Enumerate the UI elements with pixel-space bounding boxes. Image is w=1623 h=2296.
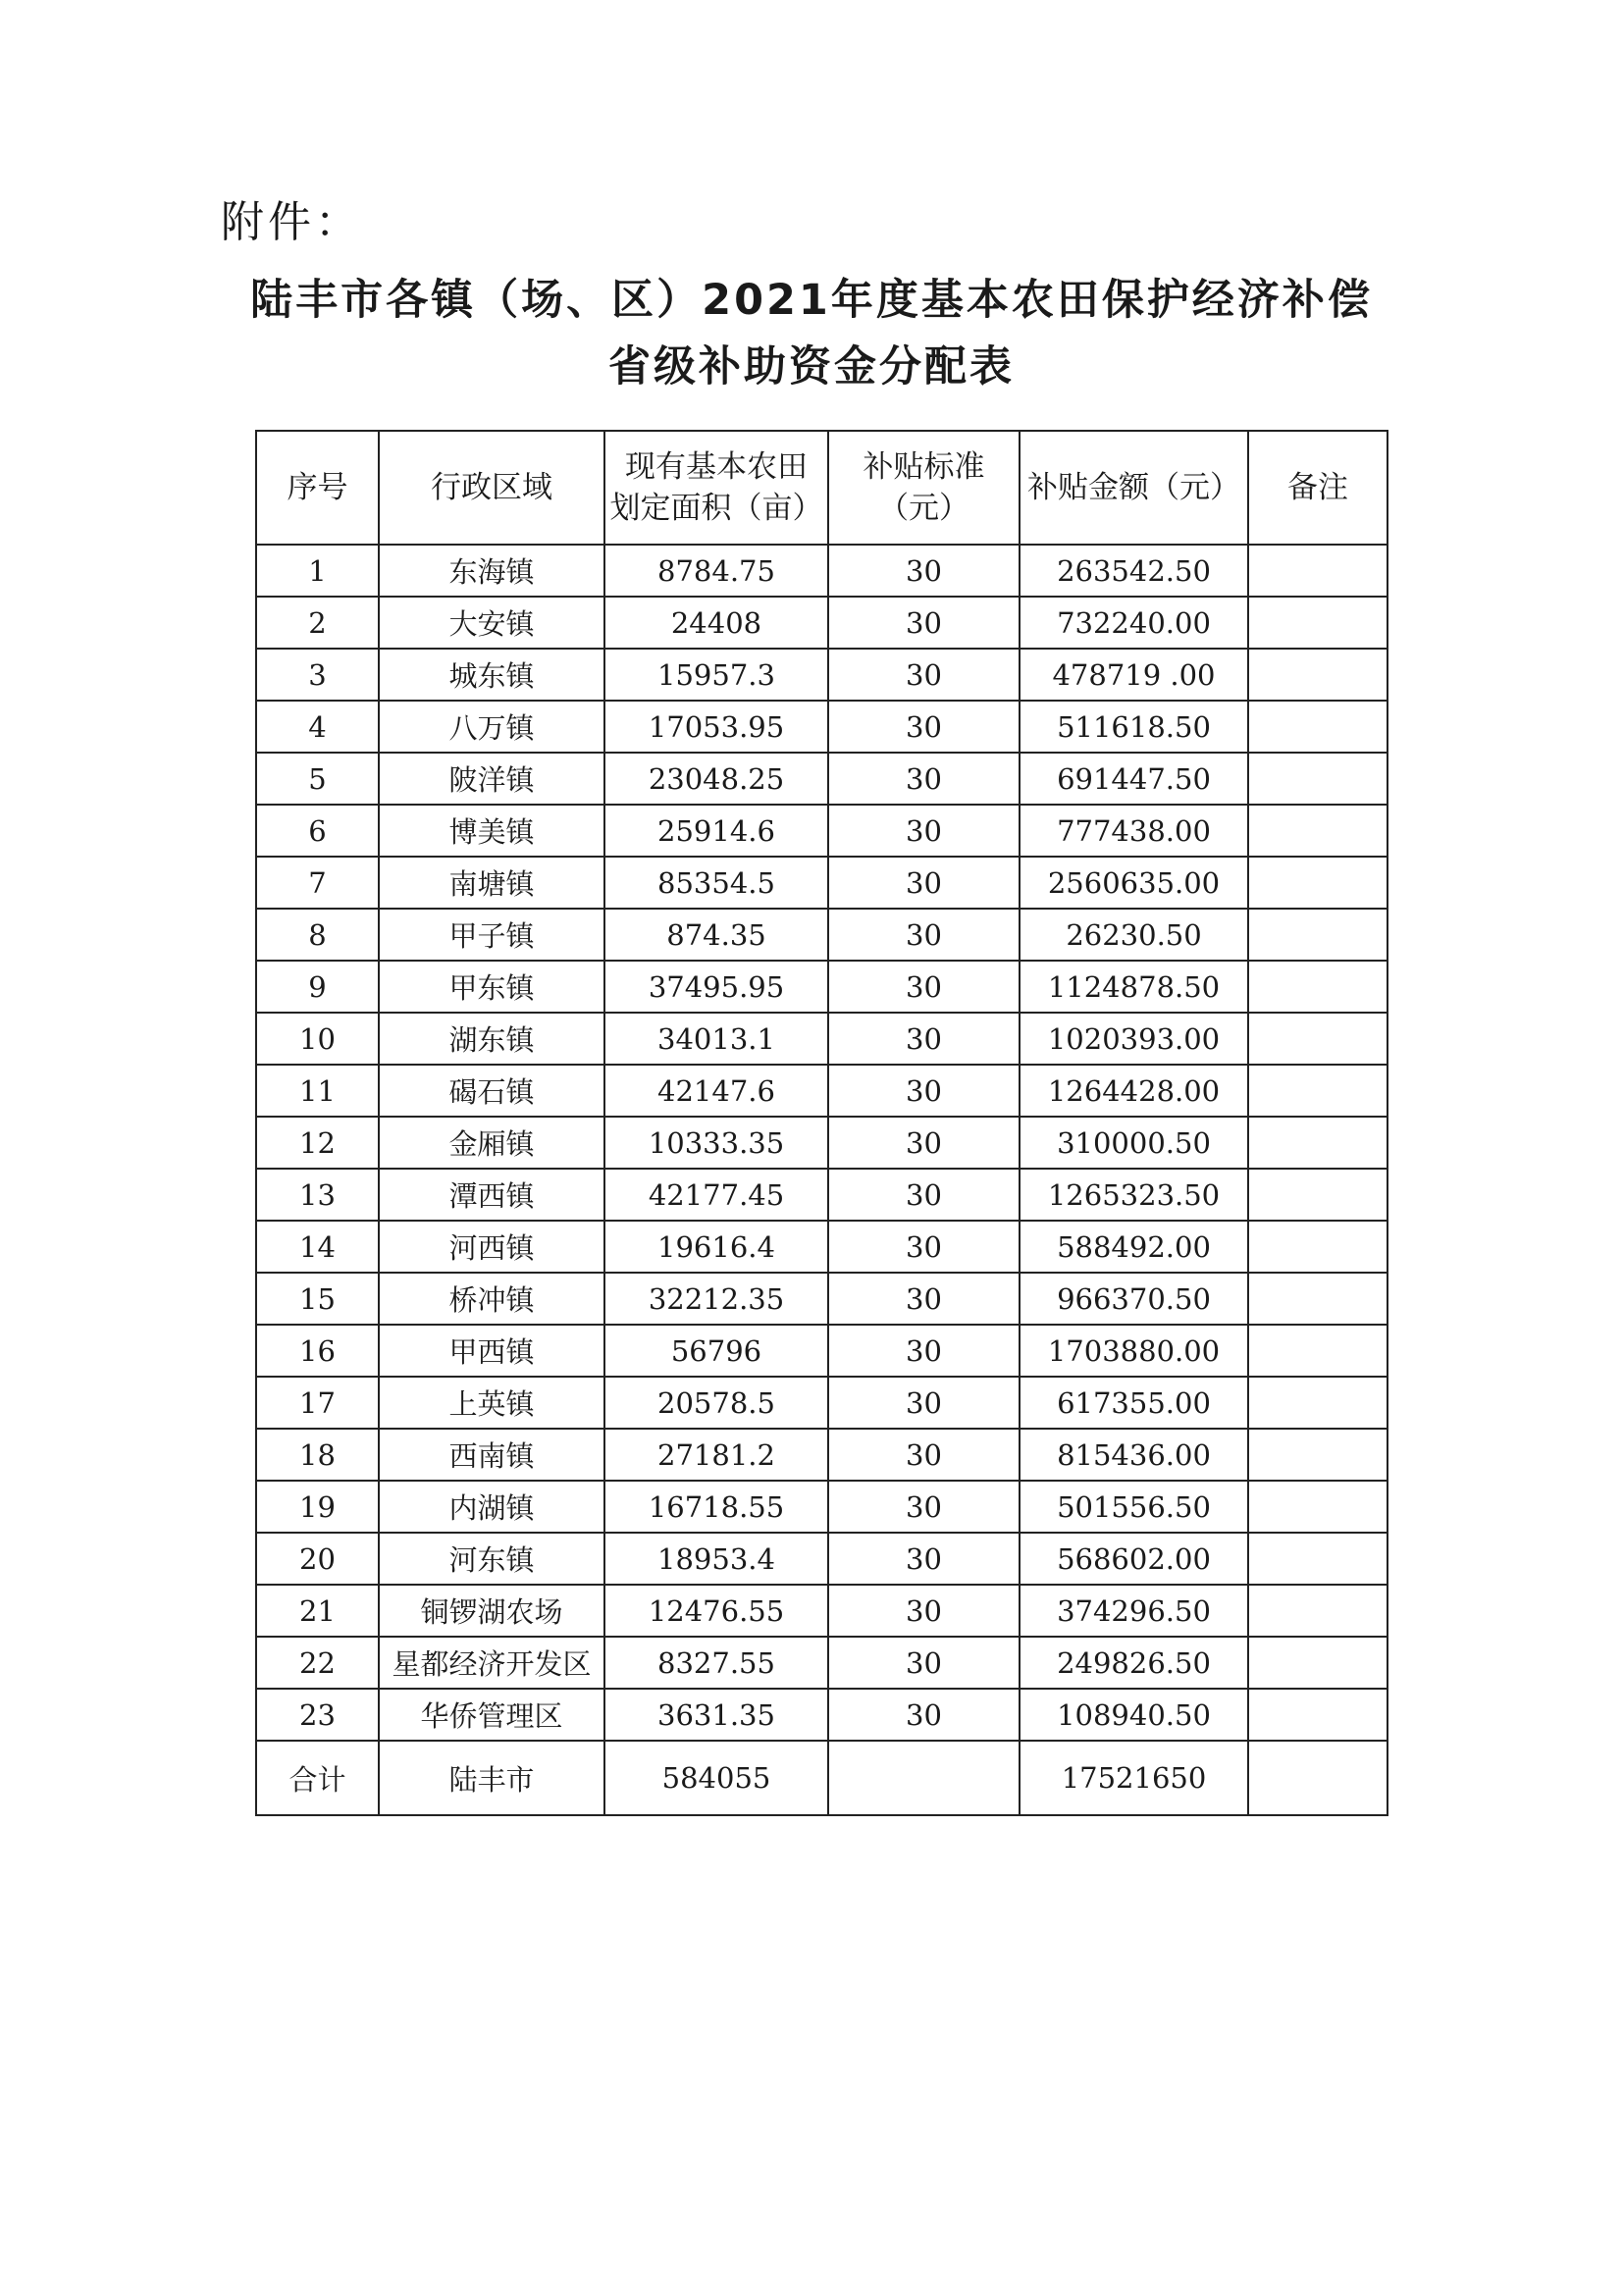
cell-standard: 30 <box>828 961 1020 1013</box>
cell-area: 42177.45 <box>604 1169 828 1221</box>
cell-remark <box>1248 597 1387 649</box>
cell-region: 甲东镇 <box>379 961 604 1013</box>
cell-remark <box>1248 1325 1387 1377</box>
cell-standard: 30 <box>828 1065 1020 1117</box>
table-row <box>256 1117 1387 1169</box>
cell-amount: 1264428.00 <box>1020 1065 1248 1117</box>
cell-index: 7 <box>256 857 379 909</box>
column-header-region: 行政区域 <box>379 431 604 545</box>
table-row <box>256 649 1387 701</box>
cell-remark <box>1248 1429 1387 1481</box>
cell-standard: 30 <box>828 1585 1020 1637</box>
cell-standard: 30 <box>828 1169 1020 1221</box>
cell-region: 碣石镇 <box>379 1065 604 1117</box>
cell-area: 874.35 <box>604 909 828 961</box>
cell-region: 南塘镇 <box>379 857 604 909</box>
cell-standard: 30 <box>828 1533 1020 1585</box>
cell-amount: 1703880.00 <box>1020 1325 1248 1377</box>
cell-standard: 30 <box>828 597 1020 649</box>
cell-region: 金厢镇 <box>379 1117 604 1169</box>
cell-remark <box>1248 1377 1387 1429</box>
cell-standard: 30 <box>828 701 1020 753</box>
table-row <box>256 909 1387 961</box>
cell-region: 桥冲镇 <box>379 1273 604 1325</box>
column-header-area-line1: 现有基本农田 <box>625 449 808 485</box>
cell-standard: 30 <box>828 1325 1020 1377</box>
cell-area: 25914.6 <box>604 805 828 857</box>
cell-index: 11 <box>256 1065 379 1117</box>
column-header-standard <box>828 431 1020 545</box>
cell-standard: 30 <box>828 1377 1020 1429</box>
cell-region: 大安镇 <box>379 597 604 649</box>
cell-amount: 310000.50 <box>1020 1117 1248 1169</box>
total-remark <box>1248 1741 1387 1815</box>
cell-amount: 691447.50 <box>1020 753 1248 805</box>
cell-region: 河西镇 <box>379 1221 604 1273</box>
total-label: 合计 <box>256 1741 379 1815</box>
cell-index: 5 <box>256 753 379 805</box>
cell-remark <box>1248 857 1387 909</box>
cell-remark <box>1248 753 1387 805</box>
subsidy-allocation-table <box>255 430 1388 1816</box>
cell-area: 37495.95 <box>604 961 828 1013</box>
cell-index: 15 <box>256 1273 379 1325</box>
cell-area: 15957.3 <box>604 649 828 701</box>
cell-region: 博美镇 <box>379 805 604 857</box>
cell-remark <box>1248 1169 1387 1221</box>
cell-area: 56796 <box>604 1325 828 1377</box>
cell-index: 22 <box>256 1637 379 1689</box>
cell-index: 16 <box>256 1325 379 1377</box>
total-area: 584055 <box>604 1741 828 1815</box>
cell-region: 河东镇 <box>379 1533 604 1585</box>
cell-region: 东海镇 <box>379 545 604 597</box>
table-row <box>256 1429 1387 1481</box>
cell-standard: 30 <box>828 857 1020 909</box>
cell-amount: 815436.00 <box>1020 1429 1248 1481</box>
cell-index: 21 <box>256 1585 379 1637</box>
cell-index: 1 <box>256 545 379 597</box>
column-header-area-line2: 划定面积（亩） <box>609 491 823 526</box>
cell-remark <box>1248 649 1387 701</box>
cell-amount: 374296.50 <box>1020 1585 1248 1637</box>
cell-amount: 1124878.50 <box>1020 961 1248 1013</box>
table-row <box>256 1013 1387 1065</box>
table-row <box>256 1325 1387 1377</box>
cell-area: 27181.2 <box>604 1429 828 1481</box>
cell-index: 13 <box>256 1169 379 1221</box>
cell-area: 42147.6 <box>604 1065 828 1117</box>
cell-amount: 108940.50 <box>1020 1689 1248 1741</box>
table-row <box>256 857 1387 909</box>
cell-amount: 249826.50 <box>1020 1637 1248 1689</box>
cell-remark <box>1248 1637 1387 1689</box>
cell-area: 32212.35 <box>604 1273 828 1325</box>
cell-region: 铜锣湖农场 <box>379 1585 604 1637</box>
cell-region: 湖东镇 <box>379 1013 604 1065</box>
cell-index: 6 <box>256 805 379 857</box>
cell-index: 17 <box>256 1377 379 1429</box>
table-row <box>256 1377 1387 1429</box>
cell-area: 12476.55 <box>604 1585 828 1637</box>
column-header-standard-line1: 补贴标准 <box>863 449 985 485</box>
table-row <box>256 961 1387 1013</box>
table-row <box>256 753 1387 805</box>
column-header-index: 序号 <box>256 431 379 545</box>
cell-area: 23048.25 <box>604 753 828 805</box>
cell-standard: 30 <box>828 1221 1020 1273</box>
cell-standard: 30 <box>828 1637 1020 1689</box>
cell-standard: 30 <box>828 545 1020 597</box>
cell-index: 23 <box>256 1689 379 1741</box>
table-row <box>256 597 1387 649</box>
table-row <box>256 1585 1387 1637</box>
cell-region: 潭西镇 <box>379 1169 604 1221</box>
document-title-line-2: 省级补助资金分配表 <box>608 342 1015 391</box>
cell-index: 9 <box>256 961 379 1013</box>
cell-area: 34013.1 <box>604 1013 828 1065</box>
table-row <box>256 545 1387 597</box>
total-amount: 17521650 <box>1020 1741 1248 1815</box>
cell-index: 19 <box>256 1481 379 1533</box>
table-row <box>256 1065 1387 1117</box>
cell-remark <box>1248 1533 1387 1585</box>
cell-amount: 732240.00 <box>1020 597 1248 649</box>
cell-standard: 30 <box>828 805 1020 857</box>
cell-remark <box>1248 1065 1387 1117</box>
table-row <box>256 1533 1387 1585</box>
table-row <box>256 1637 1387 1689</box>
cell-area: 20578.5 <box>604 1377 828 1429</box>
cell-index: 20 <box>256 1533 379 1585</box>
cell-standard: 30 <box>828 753 1020 805</box>
cell-standard: 30 <box>828 1273 1020 1325</box>
cell-amount: 777438.00 <box>1020 805 1248 857</box>
cell-area: 8784.75 <box>604 545 828 597</box>
cell-area: 85354.5 <box>604 857 828 909</box>
cell-standard: 30 <box>828 1117 1020 1169</box>
total-standard <box>828 1741 1020 1815</box>
cell-standard: 30 <box>828 1481 1020 1533</box>
cell-region: 内湖镇 <box>379 1481 604 1533</box>
cell-index: 10 <box>256 1013 379 1065</box>
cell-standard: 30 <box>828 909 1020 961</box>
cell-area: 24408 <box>604 597 828 649</box>
cell-area: 19616.4 <box>604 1221 828 1273</box>
cell-area: 3631.35 <box>604 1689 828 1741</box>
column-header-amount: 补贴金额（元） <box>1020 431 1248 545</box>
cell-region: 甲子镇 <box>379 909 604 961</box>
cell-area: 10333.35 <box>604 1117 828 1169</box>
cell-amount: 617355.00 <box>1020 1377 1248 1429</box>
cell-remark <box>1248 961 1387 1013</box>
table-row <box>256 1221 1387 1273</box>
document-title-line-1: 陆丰市各镇（场、区）2021年度基本农田保护经济补偿 <box>250 276 1373 325</box>
cell-amount: 1265323.50 <box>1020 1169 1248 1221</box>
table-row <box>256 1481 1387 1533</box>
cell-area: 17053.95 <box>604 701 828 753</box>
cell-index: 4 <box>256 701 379 753</box>
cell-index: 14 <box>256 1221 379 1273</box>
column-header-remark: 备注 <box>1248 431 1387 545</box>
cell-amount: 26230.50 <box>1020 909 1248 961</box>
cell-amount: 1020393.00 <box>1020 1013 1248 1065</box>
cell-area: 8327.55 <box>604 1637 828 1689</box>
cell-index: 12 <box>256 1117 379 1169</box>
cell-amount: 501556.50 <box>1020 1481 1248 1533</box>
cell-region: 星都经济开发区 <box>379 1637 604 1689</box>
cell-remark <box>1248 805 1387 857</box>
cell-region: 八万镇 <box>379 701 604 753</box>
cell-index: 8 <box>256 909 379 961</box>
table-header-row <box>256 431 1387 545</box>
cell-amount: 263542.50 <box>1020 545 1248 597</box>
cell-region: 华侨管理区 <box>379 1689 604 1741</box>
column-header-standard-line2: （元） <box>878 491 969 526</box>
table-row <box>256 805 1387 857</box>
column-header-area <box>604 431 828 545</box>
cell-remark <box>1248 1689 1387 1741</box>
cell-remark <box>1248 1481 1387 1533</box>
table-row <box>256 1273 1387 1325</box>
cell-region: 陂洋镇 <box>379 753 604 805</box>
cell-remark <box>1248 1273 1387 1325</box>
cell-index: 2 <box>256 597 379 649</box>
cell-remark <box>1248 1221 1387 1273</box>
cell-remark <box>1248 1013 1387 1065</box>
cell-amount: 478719 .00 <box>1020 649 1248 701</box>
cell-amount: 966370.50 <box>1020 1273 1248 1325</box>
cell-region: 上英镇 <box>379 1377 604 1429</box>
cell-standard: 30 <box>828 1429 1020 1481</box>
cell-amount: 2560635.00 <box>1020 857 1248 909</box>
table-total-row <box>256 1741 1387 1815</box>
cell-remark <box>1248 545 1387 597</box>
table-row <box>256 1169 1387 1221</box>
cell-region: 西南镇 <box>379 1429 604 1481</box>
cell-amount: 568602.00 <box>1020 1533 1248 1585</box>
cell-area: 18953.4 <box>604 1533 828 1585</box>
cell-index: 3 <box>256 649 379 701</box>
cell-index: 18 <box>256 1429 379 1481</box>
cell-region: 城东镇 <box>379 649 604 701</box>
cell-remark <box>1248 1585 1387 1637</box>
cell-area: 16718.55 <box>604 1481 828 1533</box>
attachment-label: 附件： <box>221 197 362 247</box>
table-row <box>256 1689 1387 1741</box>
cell-region: 甲西镇 <box>379 1325 604 1377</box>
cell-remark <box>1248 1117 1387 1169</box>
total-region: 陆丰市 <box>379 1741 604 1815</box>
cell-remark <box>1248 701 1387 753</box>
cell-amount: 511618.50 <box>1020 701 1248 753</box>
cell-standard: 30 <box>828 649 1020 701</box>
cell-standard: 30 <box>828 1689 1020 1741</box>
cell-standard: 30 <box>828 1013 1020 1065</box>
cell-amount: 588492.00 <box>1020 1221 1248 1273</box>
table-row <box>256 701 1387 753</box>
cell-remark <box>1248 909 1387 961</box>
